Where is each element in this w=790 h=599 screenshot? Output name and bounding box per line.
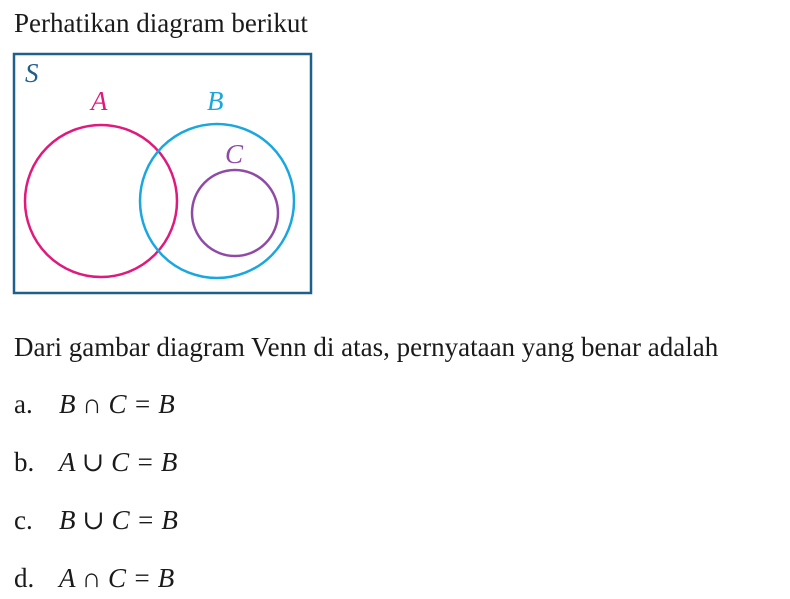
option-a[interactable]: [14, 386, 175, 422]
option-c[interactable]: [14, 502, 178, 538]
venn-diagram: [10, 50, 315, 298]
option-letter: c.: [14, 505, 33, 535]
option-expression: A ∪ C = B: [59, 447, 178, 477]
option-expression: B ∪ C = B: [59, 505, 178, 535]
question-text: Dari gambar diagram Venn di atas, pernyataan yang benar adalah: [14, 332, 719, 362]
set-b-label: B: [207, 86, 224, 116]
option-expression: A ∩ C = B: [59, 563, 175, 593]
universe-label: S: [25, 58, 39, 88]
option-letter: d.: [14, 563, 35, 593]
option-b[interactable]: [14, 444, 177, 480]
option-d[interactable]: [14, 560, 174, 596]
universe-frame: [14, 54, 311, 293]
set-a-label: A: [91, 86, 108, 116]
option-letter: b.: [14, 447, 35, 477]
set-b-circle: [140, 124, 294, 278]
set-c-label: C: [225, 139, 244, 169]
option-expression: B ∩ C = B: [59, 389, 175, 419]
set-a-circle: [25, 125, 177, 277]
intro-text: Perhatikan diagram berikut: [14, 8, 308, 38]
set-c-circle: [192, 170, 278, 256]
option-letter: a.: [14, 389, 33, 419]
